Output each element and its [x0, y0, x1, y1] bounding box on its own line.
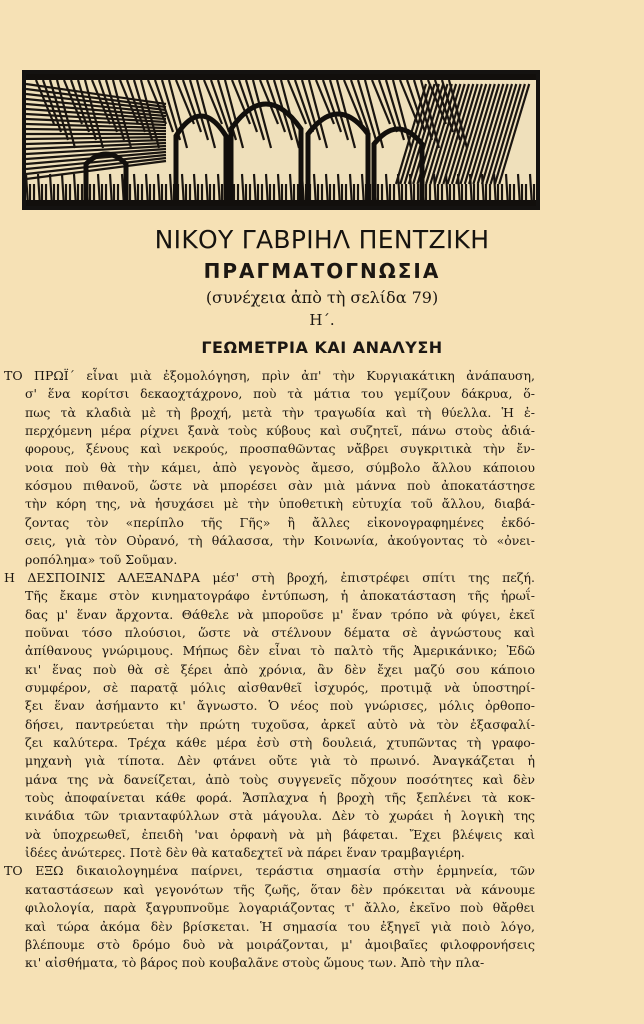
text-line: ΤΟ ΠΡΩΪ΄ εἶναι μιὰ ἐξομολόγηση, πρὶν ἀπ' τὴν Κυργιακάτικη ἀνάπαυση, [4, 368, 535, 383]
text-line: σεις, γιὰ τὸν Οὐρανό, τὴ θάλασσα, τὴν Κοινωνία, ἀκούγοντας τὸ «ὀνει- [25, 533, 535, 549]
text-line: ἰδέες ἀνώτερες. Ποτὲ δὲν θὰ καταδεχτεῖ νὰ πάρει ἕναν τραμβαγιέρη. [25, 845, 465, 861]
text-line: ζει καλύτερα. Τρέχα κάθε μέρα ἐσὺ στὴ δουλειά, χτυπῶντας τὴ γραφο- [25, 735, 535, 750]
text-line: νὰ ὑποχρεωθεῖ, ἐπειδὴ 'ναι ὀρφανὴ νὰ μὴ βάφεται. Ἔχει βλέψεις καὶ [25, 826, 535, 842]
text-line: ἀπίθανους γνώριμους. Μήπως δὲν εἶναι τὸ παλτὸ τῆς Ἀμερικάνικο; Ἐδῶ [25, 643, 535, 659]
continuation-note: (συνέχεια ἀπὸ τὴ σελίδα 79) [205, 288, 439, 307]
text-line: πως τὰ κλαδιὰ μὲ τὴ βροχή, μετὰ τὴν τραγωδία καὶ τὴ θύελλα. Ἡ ἐ- [25, 404, 535, 420]
text-line: τοὺς ἀποφαίνεται κάθε φορά. Ἄσπλαχνα ἡ βροχὴ τῆς ξεπλένει τὰ κοκ- [25, 790, 535, 806]
text-line: ροπόλημα» τοῦ Σοῦμαν. [25, 551, 178, 567]
text-line: καταστάσεων καὶ γεγονότων τῆς ζωῆς, ὅταν δὲν πρόκειται νὰ κάνουμε [25, 881, 535, 897]
text-line: συμφέρον, σὲ παρατᾷ μόλις αἰσθανθεῖ ἰσχυρός, προτιμᾷ νὰ ὑποστηρί- [25, 679, 535, 695]
text-line: νοια ποὺ θὰ τὴν κάμει, ἀπὸ γεγονὸς ἄμεσο, σύμβολο ἄλλου κάποιου [25, 459, 535, 475]
text-line: σ' ἕνα κορίτσι δεκαοχτάχρονο, ποὺ τὰ μάτια του γεμίζουν δάκρυα, ὅ- [25, 386, 535, 402]
text-line: δας μ' ἕναν ἄρχοντα. Θάθελε νὰ μποροῦσε μ' ἕναν τρόπο νὰ φύγει, ἐκεῖ [25, 606, 535, 622]
text-line: περχόμενη μέρα ρίχνει ξανὰ τοὺς κύβους καὶ συζητεῖ, πάνω στοὺς ἀδιά- [25, 423, 535, 439]
text-line: ζοντας τὸν «περίπλο τῆς Γῆς» ἢ ἄλλες εἰκονογραφημένες ἐκδό- [25, 514, 535, 530]
woodcut-arcade-image [26, 74, 536, 206]
author-name: ΝΙΚΟΥ ΓΑΒΡΙΗΛ ΠΕΝΤΖΙΚΗ [154, 225, 490, 254]
chapter-number: Η΄. [309, 311, 335, 329]
text-line: ξει ἕναν ἀσήμαντο κι' ἄγνωστο. Ὁ νέος ποὺ γνώρισες, μόλις ὀρθοπο- [25, 698, 535, 714]
text-line: κόσμου πιθανοῦ, ὥστε νὰ μπορέσει σὰν μιὰ μάννα ποὺ ἀποκατάστησε [25, 478, 535, 494]
header-illustration [22, 70, 540, 210]
text-line: τὴν κόρη της, νὰ ἡσυχάσει μὲ τὴν ὑποθετικὴ εὐτυχία τοῦ ἄλλου, διαβά- [25, 496, 535, 512]
section-title: ΓΕΩΜΕΤΡΙΑ ΚΑΙ ΑΝΑΛΥΣΗ [201, 338, 443, 357]
text-line: βλέπουμε στὸ δρόμο δυὸ νὰ μοιράζονται, μ' ἀμοιβαῖες φιλοφρονήσεις [25, 936, 535, 952]
text-line: Τῆς ἔκαμε στὸν κινηματογράφο ἐντύπωση, ἡ ἀποκατάσταση τῆς ἡρωΐ- [25, 588, 535, 604]
text-line: φιλολογία, παρὰ ξαγρυπνοῦμε λογαριάζοντας τ' ἄλλο, ἐκεῖνο ποὺ θἄρθει [25, 900, 535, 916]
text-line: κι' ἕνας ποὺ θὰ σὲ ξέρει ἀπὸ χρόνια, ἂν δὲν ἔχει μαζύ σου κάποιο [25, 661, 535, 677]
text-line: ποῦναι τόσο πλούσιοι, ὥστε νὰ στέλνουν δέματα σὲ ἀγνώστους καὶ [25, 624, 535, 640]
text-line: μηχανὴ γιὰ τίποτα. Δὲν φτάνει οὔτε γιὰ τὸ πρωινό. Ἀναγκάζεται ἡ [25, 753, 535, 769]
text-line: φορους, ξένους καὶ νεκρούς, προσπαθῶντας νἄβρει συγκριτικὰ τὴν ἔν- [25, 441, 535, 457]
text-line: κινάδια τῶν τριανταφύλλων στὰ μάγουλα. Δὲν τὸ χωράει ἡ λογικὴ της [25, 808, 535, 824]
text-line: καὶ τώρα ἀκόμα δὲν βρίσκεται. Ἡ σημασία του ἐξηγεῖ γιὰ ποιὸ λόγο, [25, 918, 535, 934]
text-line: Η ΔΕΣΠΟΙΝΙΣ ΑΛΕΞΑΝΔΡΑ μέσ' στὴ βροχή, ἐπιστρέφει σπίτι της πεζή. [4, 569, 535, 585]
work-title: ΠΡΑΓΜΑΤΟΓΝΩΣΙΑ [203, 259, 441, 283]
text-line: δήσει, παντρεύεται τὴν πρώτη τυχοῦσα, ἀρκεῖ αὐτὸ νὰ τὸν ἐξασφαλί- [25, 716, 535, 732]
text-line: μάνα της νὰ δανείζεται, ἀπὸ τοὺς συγγενεῖς πὄχουν ποσότητες καὶ δὲν [25, 771, 535, 787]
text-line: ΤΟ ΕΞΩ δικαιολογημένα παίρνει, τεράστια σημασία στὴν ἑρμηνεία, τῶν [4, 863, 535, 879]
text-line: κι' αἰσθήματα, τὸ βάρος ποὺ κουβαλᾶνε στοὺς ὤμους των. Ἀπὸ τὴν πλα- [25, 955, 485, 971]
